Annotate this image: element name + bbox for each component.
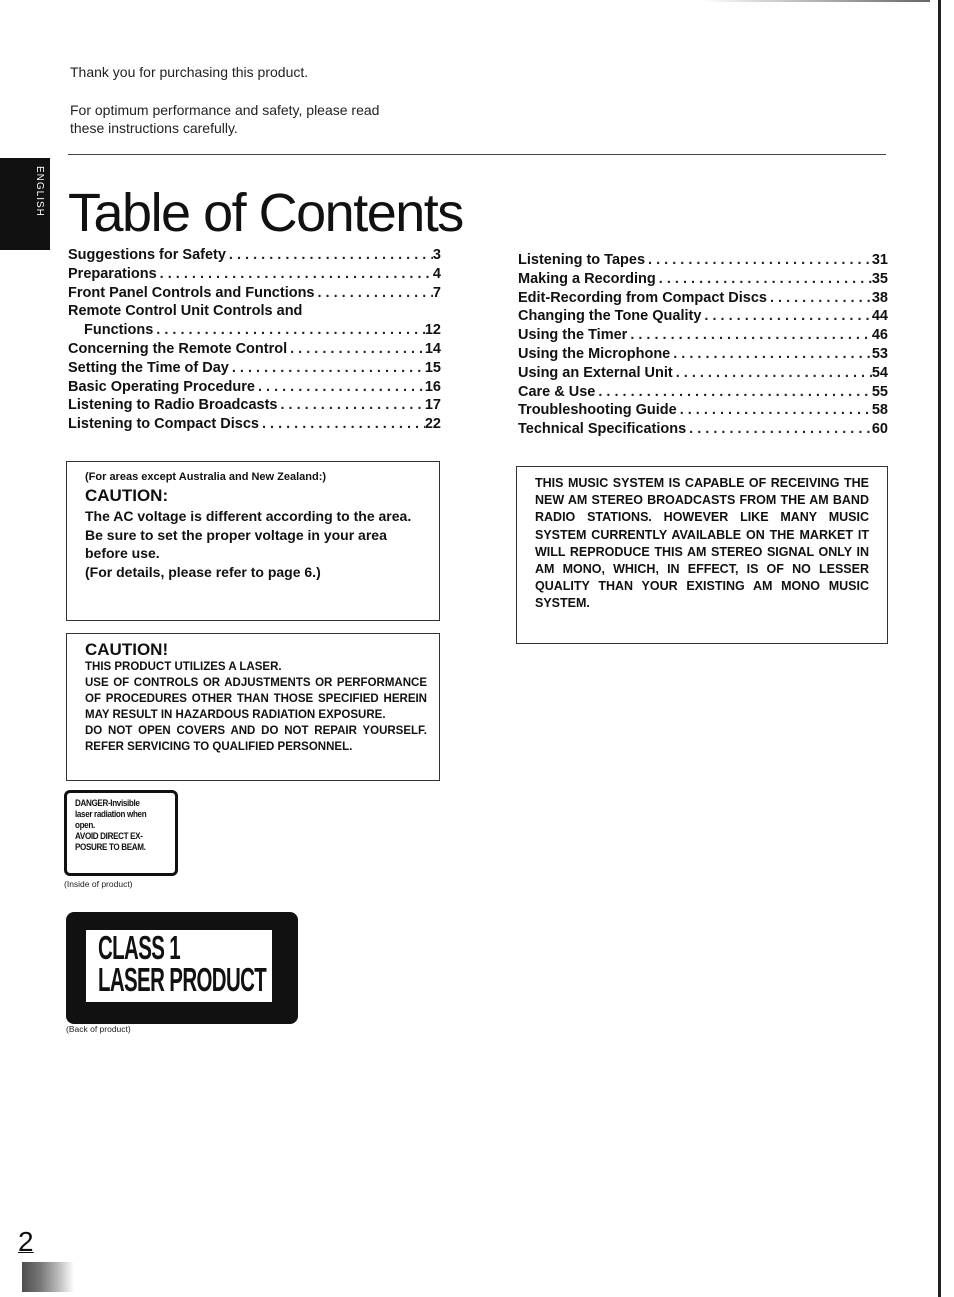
toc-entry xyxy=(518,364,888,383)
laser-label-caption: (Back of product) xyxy=(66,1024,131,1034)
toc-entry xyxy=(68,378,441,397)
toc-dot-leader xyxy=(645,251,872,270)
toc-entry-page: 15 xyxy=(424,359,441,376)
scan-smudge xyxy=(22,1262,74,1292)
toc-entry xyxy=(518,420,888,439)
danger-label-line: laser radiation when xyxy=(75,809,147,820)
toc-right-column xyxy=(518,251,888,439)
toc-entry-page: 22 xyxy=(424,416,441,433)
laser-class-label xyxy=(66,912,298,1024)
toc-entry-label: Technical Specifications xyxy=(518,421,687,438)
toc-entry-label: Listening to Tapes xyxy=(518,252,646,268)
header-divider xyxy=(68,154,886,155)
toc-entry-label: Functions xyxy=(84,322,154,339)
toc-dot-leader xyxy=(259,415,425,434)
laser-caution-line3: DO NOT OPEN COVERS AND DO NOT REPAIR YOURSELF. REFER SERVICING TO QUALIFIED PERSONNEL. xyxy=(85,725,427,753)
toc-entry xyxy=(68,302,441,321)
toc-entry-label: Front Panel Controls and Functions xyxy=(68,284,315,301)
toc-entry-label: Using an External Unit xyxy=(518,364,673,381)
voltage-caution-heading: CAUTION: xyxy=(85,486,169,505)
toc-entry xyxy=(518,326,888,345)
toc-entry xyxy=(68,396,441,415)
toc-entry-label: Care & Use xyxy=(518,383,596,400)
toc-dot-leader xyxy=(287,340,425,359)
intro-thanks: Thank you for purchasing this product. xyxy=(70,64,309,80)
toc-entry-label: Suggestions for Safety xyxy=(68,247,226,263)
toc-dot-leader xyxy=(226,246,433,265)
toc-entry-page: 3 xyxy=(432,247,441,263)
toc-entry-page: 54 xyxy=(871,364,888,381)
toc-entry-page: 55 xyxy=(871,383,888,400)
voltage-caution-note: (For areas except Australia and New Zealand:) xyxy=(85,471,327,483)
toc-entry xyxy=(518,401,888,420)
voltage-caution-instruction: Be sure to set the proper voltage in your area before use. xyxy=(85,527,387,561)
toc-dot-leader xyxy=(686,420,872,439)
toc-entry xyxy=(518,251,888,270)
toc-dot-leader xyxy=(255,378,425,397)
toc-entry-label: Concerning the Remote Control xyxy=(68,340,288,357)
toc-dot-leader xyxy=(656,270,872,289)
toc-dot-leader xyxy=(673,364,872,383)
toc-dot-leader xyxy=(670,345,872,364)
toc-dot-leader xyxy=(229,359,425,378)
danger-label xyxy=(64,790,178,876)
toc-entry xyxy=(68,321,441,340)
toc-entry xyxy=(518,270,888,289)
toc-dot-leader xyxy=(677,401,872,420)
toc-dot-leader xyxy=(595,383,871,402)
toc-entry-page: 31 xyxy=(871,252,888,268)
am-stereo-notice-box xyxy=(516,466,888,644)
laser-caution-line1: THIS PRODUCT UTILIZES A LASER. xyxy=(85,661,282,673)
toc-entry-label: Basic Operating Procedure xyxy=(68,378,255,395)
toc-entry-page: 58 xyxy=(871,402,888,419)
laser-class-line1: CLASS 1 xyxy=(98,929,181,966)
toc-entry xyxy=(518,345,888,364)
toc-entry-label: Edit-Recording from Compact Discs xyxy=(518,289,767,306)
toc-dot-leader xyxy=(315,284,433,303)
scan-edge-line xyxy=(938,0,941,1297)
toc-entry-page: 12 xyxy=(424,322,441,339)
toc-entry-label: Changing the Tone Quality xyxy=(518,308,702,325)
scan-edge-mark xyxy=(700,0,930,2)
toc-entry-page: 14 xyxy=(424,340,441,357)
toc-dot-leader xyxy=(277,396,424,415)
toc-entry-page: 44 xyxy=(871,308,888,325)
toc-entry-label: Listening to Radio Broadcasts xyxy=(68,397,278,414)
toc-entry-page: 7 xyxy=(432,284,441,301)
danger-label-line: POSURE TO BEAM. xyxy=(75,842,146,853)
toc-entry xyxy=(68,246,441,265)
toc-dot-leader xyxy=(767,289,872,308)
toc-entry xyxy=(68,415,441,434)
danger-label-line: open. xyxy=(75,820,95,831)
toc-entry-page: 16 xyxy=(424,378,441,395)
laser-class-line2: LASER PRODUCT xyxy=(98,961,267,998)
laser-caution-line2: USE OF CONTROLS OR ADJUSTMENTS OR PERFORMANCE OF PROCEDURES OTHER THAN THOSE SPECIFIED HEREIN MAY RESULT IN HAZARDOUS RADIATION EXPOSURE. xyxy=(85,677,427,721)
laser-caution-heading: CAUTION! xyxy=(85,640,169,659)
toc-entry xyxy=(518,383,888,402)
language-tab xyxy=(0,158,50,250)
page-title: Table of Contents xyxy=(68,183,463,243)
toc-dot-leader xyxy=(153,321,425,340)
am-stereo-notice-text: THIS MUSIC SYSTEM IS CAPABLE OF RECEIVING THE NEW AM STEREO BROADCASTS FROM THE AM BAND RADIO STATIONS. HOWEVER LIKE MANY MUSIC SYSTEM CURRENTLY AVAILABLE ON THE MARKET IT WILL REPRODUCE THIS AM STEREO SIGNAL ONLY IN AM MONO, WHICH, IN EFFECT, IS OF NO LESSER QUALITY THAN YOUR EXISTING AM MONO MUSIC SYSTEM. xyxy=(535,476,869,611)
toc-entry-label: Remote Control Unit Controls and xyxy=(68,303,303,320)
toc-entry-page: 46 xyxy=(871,327,888,344)
toc-entry xyxy=(68,265,441,284)
toc-entry xyxy=(68,359,441,378)
toc-entry-label: Preparations xyxy=(68,265,157,282)
toc-entry xyxy=(68,284,441,303)
language-tab-label: ENGLISH xyxy=(34,166,45,217)
toc-entry-label: Using the Timer xyxy=(518,327,628,344)
voltage-caution-text: The AC voltage is different according to the area. xyxy=(85,508,412,524)
laser-caution-box xyxy=(66,633,440,781)
intro-advice-line1: For optimum performance and safety, please read xyxy=(70,102,380,118)
toc-entry-label: Troubleshooting Guide xyxy=(518,402,677,419)
toc-entry-page: 35 xyxy=(871,270,888,287)
toc-entry-page: 4 xyxy=(432,265,441,282)
toc-entry-label: Using the Microphone xyxy=(518,345,671,362)
toc-entry-page: 60 xyxy=(871,421,888,438)
toc-entry xyxy=(518,307,888,326)
voltage-caution-reference: (For details, please refer to page 6.) xyxy=(85,564,321,580)
danger-label-line: DANGER-Invisible xyxy=(75,798,140,809)
toc-entry-page: 53 xyxy=(871,345,888,362)
toc-dot-leader xyxy=(627,326,872,345)
toc-dot-leader xyxy=(157,265,433,284)
toc-left-column xyxy=(68,246,441,434)
toc-entry-page: 17 xyxy=(424,397,441,414)
danger-label-caption: (Inside of product) xyxy=(64,879,133,889)
intro-advice-line2: these instructions carefully. xyxy=(70,120,238,136)
toc-entry-page: 38 xyxy=(871,289,888,306)
toc-entry-label: Making a Recording xyxy=(518,270,656,287)
danger-label-line: AVOID DIRECT EX- xyxy=(75,831,143,842)
toc-entry xyxy=(518,289,888,308)
toc-entry xyxy=(68,340,441,359)
toc-dot-leader xyxy=(701,307,871,326)
page-number: 2 xyxy=(18,1226,34,1257)
voltage-caution-box xyxy=(66,461,440,621)
toc-entry-label: Listening to Compact Discs xyxy=(68,416,259,433)
toc-entry-label: Setting the Time of Day xyxy=(68,359,229,376)
